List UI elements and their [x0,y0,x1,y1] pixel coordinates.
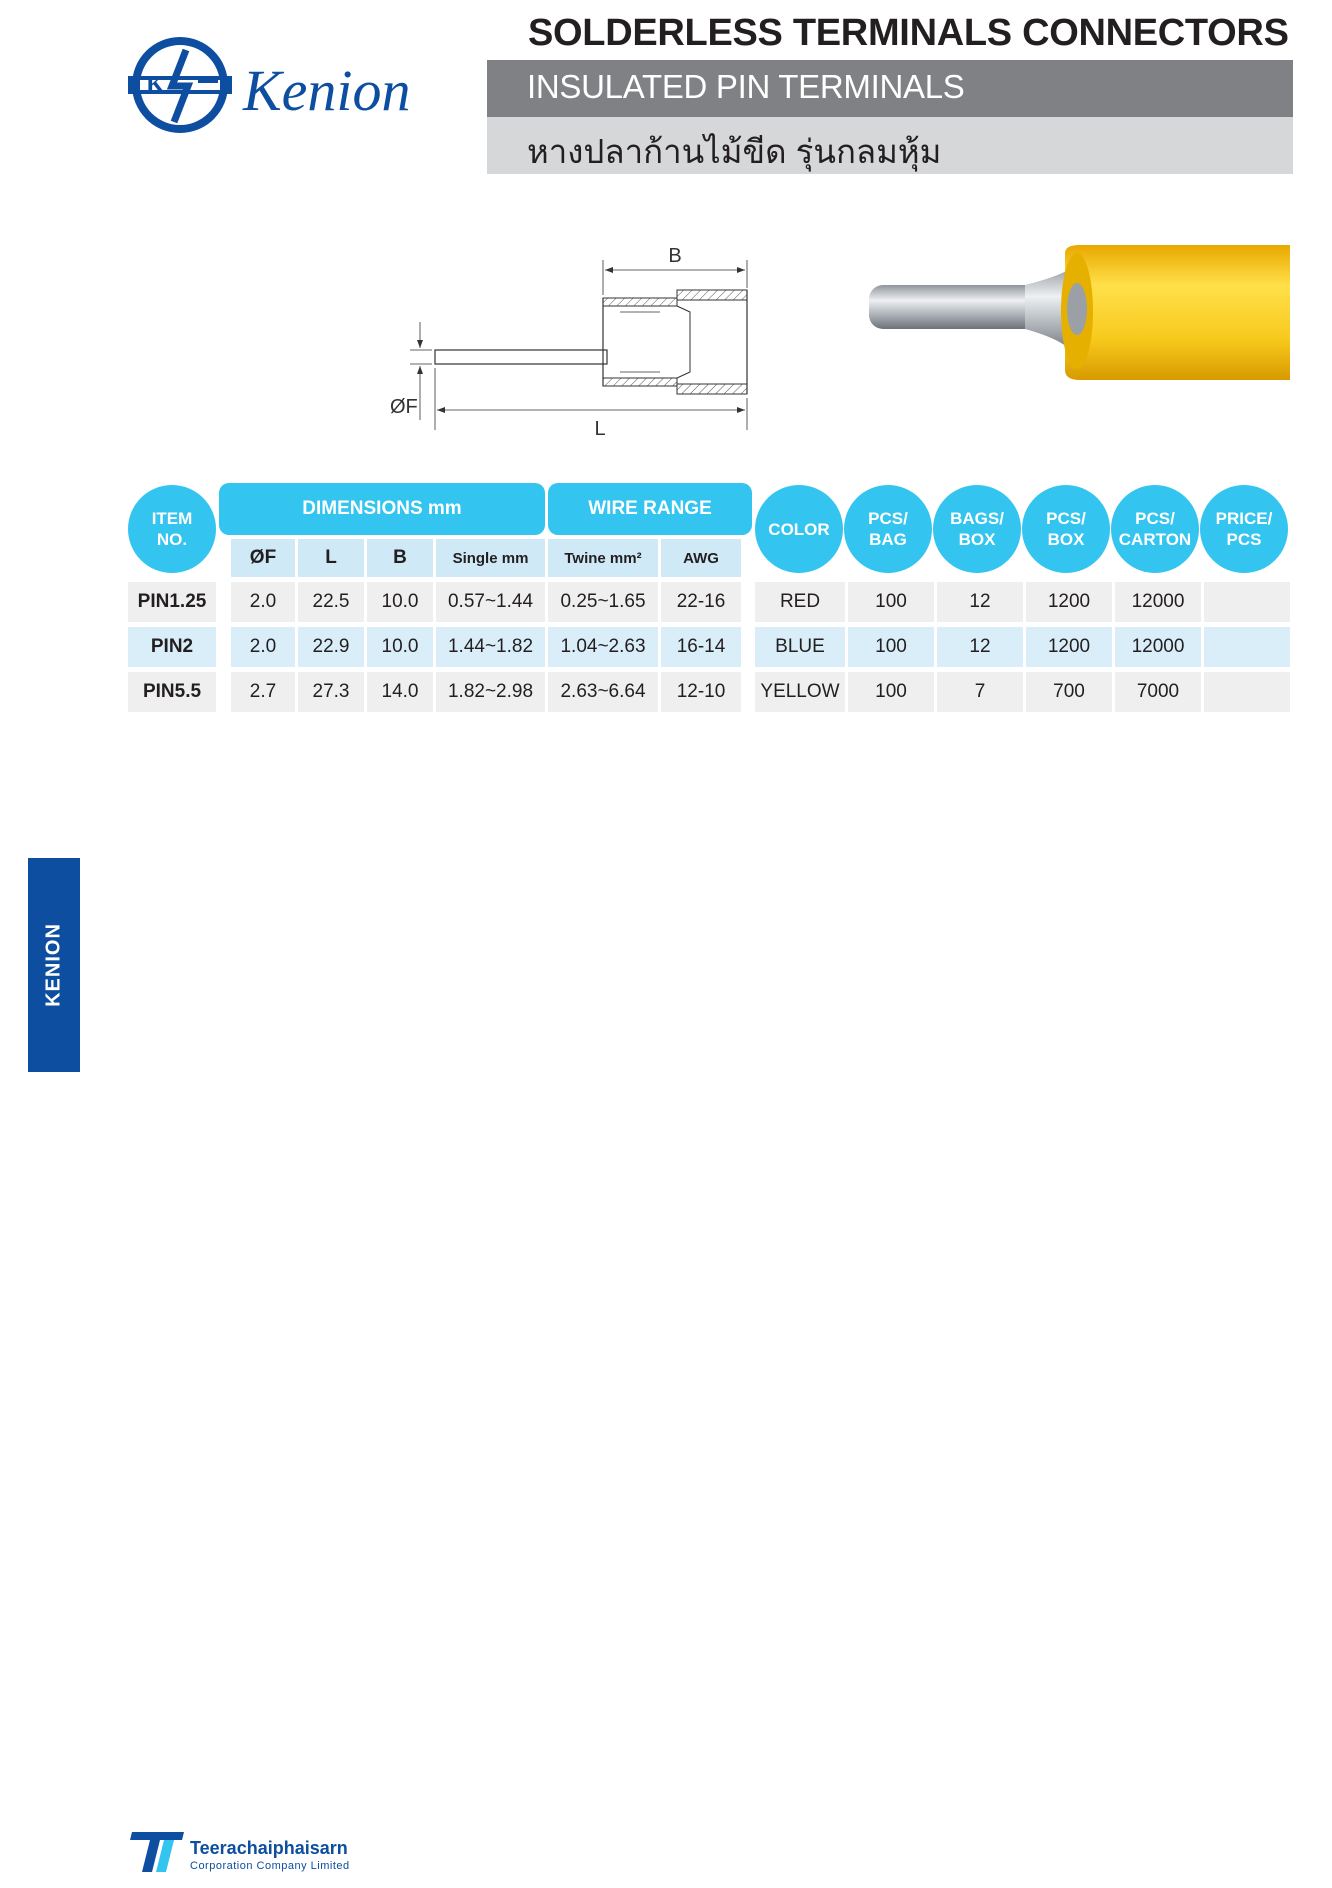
cell-price [1204,627,1290,667]
subtitle-en: INSULATED PIN TERMINALS [527,68,965,105]
cell-color: RED [755,582,845,622]
cell-pcs-carton: 7000 [1115,672,1201,712]
cell-twine: 1.04~2.63 [548,627,658,667]
cell-l: 22.5 [298,582,364,622]
pcs-box-header: PCS/ BOX [1022,485,1110,573]
cell-item: PIN1.25 [128,582,216,622]
yellow-pin-terminal-photo [865,245,1295,380]
cell-item: PIN2 [128,627,216,667]
footer-company-sub: Corporation Company Limited [190,1860,350,1872]
cell-color: YELLOW [755,672,845,712]
footer-company-name: Teerachaiphaisarn [190,1838,348,1858]
cell-f: 2.7 [231,672,295,712]
svg-text:K: K [146,72,165,98]
teerachaiphaisarn-logo [128,1826,188,1874]
pcs-bag-header: PCS/ BAG [844,485,932,573]
side-brand-tab: KENION [28,858,80,1072]
cell-single: 0.57~1.44 [436,582,545,622]
cell-single: 1.82~2.98 [436,672,545,712]
dimensions-header: DIMENSIONS mm [219,483,545,535]
page-title: SOLDERLESS TERMINALS CONNECTORS [528,12,1289,54]
subhead-twine: Twine mm² [548,539,658,577]
cell-pcs-box: 1200 [1026,627,1112,667]
cell-b: 10.0 [367,627,433,667]
cell-b: 14.0 [367,672,433,712]
cell-pcs-bag: 100 [848,582,934,622]
cell-color: BLUE [755,627,845,667]
cell-awg: 12-10 [661,672,741,712]
dimension-label-b: B [668,245,682,267]
cell-price [1204,672,1290,712]
cell-twine: 0.25~1.65 [548,582,658,622]
wire-range-header: WIRE RANGE [548,483,752,535]
subtitle-th: หางปลาก้านไม้ขีด รุ่นกลมหุ้ม [527,133,942,170]
cell-l: 22.9 [298,627,364,667]
subhead-l: L [298,539,364,577]
dimension-label-l: L [594,418,606,440]
price-pcs-header: PRICE/ PCS [1200,485,1288,573]
cell-pcs-carton: 12000 [1115,627,1201,667]
subtitle-band-th [487,117,1293,174]
cell-price [1204,582,1290,622]
bags-box-header: BAGS/ BOX [933,485,1021,573]
subhead-awg: AWG [661,539,741,577]
pcs-carton-header: PCS/ CARTON [1111,485,1199,573]
cell-awg: 16-14 [661,627,741,667]
cell-bags-box: 12 [937,627,1023,667]
kenion-logo [128,30,488,140]
cell-bags-box: 7 [937,672,1023,712]
cell-pcs-bag: 100 [848,672,934,712]
cell-awg: 22-16 [661,582,741,622]
subhead-single: Single mm [436,539,545,577]
cell-pcs-carton: 12000 [1115,582,1201,622]
cell-l: 27.3 [298,672,364,712]
cell-pcs-box: 1200 [1026,582,1112,622]
cell-pcs-bag: 100 [848,627,934,667]
cell-twine: 2.63~6.64 [548,672,658,712]
cell-pcs-box: 700 [1026,672,1112,712]
cell-f: 2.0 [231,627,295,667]
subhead-f: ØF [231,539,295,577]
subtitle-band-en [487,60,1293,117]
cell-bags-box: 12 [937,582,1023,622]
cell-b: 10.0 [367,582,433,622]
item-no-header: ITEM NO. [128,485,216,573]
color-header: COLOR [755,485,843,573]
subhead-b: B [367,539,433,577]
cell-item: PIN5.5 [128,672,216,712]
brand-wordmark: Kenion [243,58,411,123]
terminal-dimension-drawing [360,240,760,445]
cell-single: 1.44~1.82 [436,627,545,667]
cell-f: 2.0 [231,582,295,622]
dimension-label-f: ØF [390,396,418,418]
